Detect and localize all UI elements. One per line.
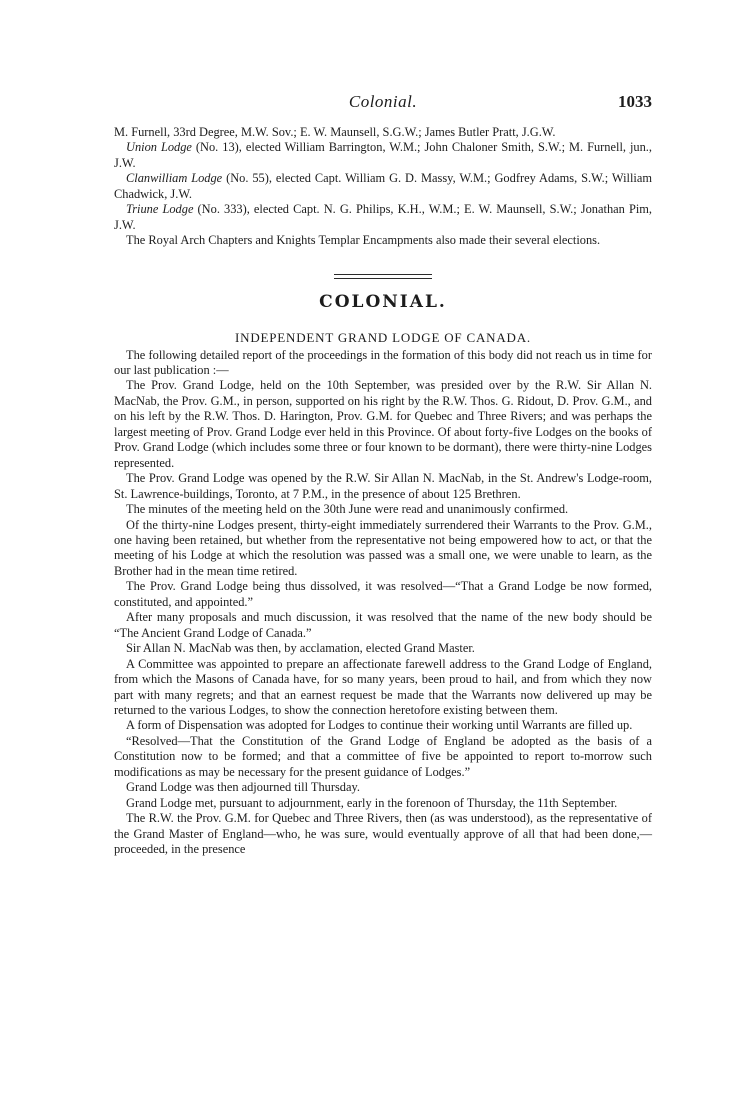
body-paragraph: Grand Lodge met, pursuant to adjournment, early in the forenoon of Thursday, the 11th September. bbox=[126, 795, 618, 810]
divider-rule-top bbox=[334, 274, 432, 275]
intro-paragraph-5: The Royal Arch Chapters and Knights Templar Encampments also made their several elections. bbox=[126, 233, 601, 248]
body-paragraph: The Prov. Grand Lodge was opened by the R.W. Sir Allan N. MacNab, in the St. Andrew's Lodge-room, St. Lawrence-buildings, Toronto, at 7 P.M., in the presence of about 125 Brethren. bbox=[114, 471, 652, 501]
section-subtitle: INDEPENDENT GRAND LODGE OF CANADA. bbox=[235, 330, 531, 346]
intro-paragraph-3-text: (No. 55), elected Capt. William G. D. Massy, W.M.; Godfrey Adams, S.W.; William Chadwick, J.W. bbox=[114, 171, 652, 201]
body-paragraph: After many proposals and much discussion, it was resolved that the name of the new body should be “The Ancient Grand Lodge of Canada.” bbox=[114, 610, 652, 640]
article-body bbox=[114, 125, 652, 857]
intro-paragraph-2-text: (No. 13), elected William Barrington, W.M.; John Chaloner Smith, S.W.; M. Furnell, jun., J.W. bbox=[114, 140, 652, 170]
intro-paragraph-4-text: (No. 333), elected Capt. N. G. Philips, K.H., W.M.; E. W. Maunsell, S.W.; Jonathan Pim, J.W. bbox=[114, 202, 653, 232]
divider-rule-bottom bbox=[334, 278, 432, 279]
section-divider bbox=[334, 274, 432, 279]
lodge-name-triune: Triune Lodge bbox=[126, 202, 194, 217]
intro-paragraph-2 bbox=[114, 140, 652, 171]
intro-paragraph-1: M. Furnell, 33rd Degree, M.W. Sov.; E. W. Maunsell, S.G.W.; James Butler Pratt, J.G.W. bbox=[114, 125, 556, 139]
intro-paragraph-3 bbox=[114, 171, 652, 202]
body-paragraph: A form of Dispensation was adopted for Lodges to continue their working until Warrants are filled up. bbox=[126, 718, 633, 733]
page-header bbox=[114, 92, 652, 116]
intro-paragraph-4 bbox=[114, 202, 652, 233]
page-number: 1033 bbox=[618, 92, 652, 111]
body-paragraph: The R.W. the Prov. G.M. for Quebec and Three Rivers, then (as was understood), as the representative of the Grand Master of England—who, he was sure, would eventually approve of all that had been done,—proceeded, in the presence bbox=[114, 811, 652, 857]
body-paragraph: Of the thirty-nine Lodges present, thirty-eight immediately surrendered their Warrants to the Prov. G.M., one having been retained, but whether from the representative not being empowered how to act, or that the meeting of his Lodge at which the resolution was passed was a small one, we were unable to learn, as the Brother had in the mean time retired. bbox=[114, 517, 652, 578]
body-paragraph: Sir Allan N. MacNab was then, by acclamation, elected Grand Master. bbox=[126, 641, 475, 656]
lodge-name-union: Union Lodge bbox=[126, 140, 192, 155]
body-paragraph: Grand Lodge was then adjourned till Thursday. bbox=[126, 780, 360, 795]
body-paragraph: The minutes of the meeting held on the 30th June were read and unanimously confirmed. bbox=[126, 502, 569, 517]
body-paragraph: The Prov. Grand Lodge, held on the 10th September, was presided over by the R.W. Sir Allan N. MacNab, the Prov. G.M., in person, supported on his right by the R.W. Thos. G. Ridout, D. Prov. G.M., and on his left by the R.W. Thos. D. Harington, Prov. G.M. for Quebec and Three Rivers; and was perhaps the largest meeting of Prov. Grand Lodge ever held in this Province. Of about forty-five Lodges on the books of Prov. Grand Lodge (which includes some three or four known to be dormant), there were thirty-nine Lodges represented. bbox=[114, 378, 652, 470]
section-title: COLONIAL. bbox=[319, 291, 447, 312]
running-title: Colonial. bbox=[348, 92, 418, 111]
body-paragraph: The following detailed report of the proceedings in the formation of this body did not reach us in time for our last publication :— bbox=[114, 347, 652, 377]
lodge-name-clanwilliam: Clanwilliam Lodge bbox=[126, 171, 223, 186]
body-paragraph: The Prov. Grand Lodge being thus dissolved, it was resolved—“That a Grand Lodge be now formed, constituted, and appointed.” bbox=[114, 579, 652, 609]
body-paragraph: A Committee was appointed to prepare an affectionate farewell address to the Grand Lodge of England, from which the Masons of Canada have, for so many years, been proud to hail, and from which they now part with many regrets; and that an earnest request be made that the Warrants now delivered up may be returned to the various Lodges, to show the connection heretofore existing between them. bbox=[114, 656, 652, 717]
body-paragraph: “Resolved—That the Constitution of the Grand Lodge of England be adopted as the basis of a Constitution now to be formed; and that a committee of five be appointed to report to-morrow such modifications as may be necessary for the present guidance of Lodges.” bbox=[114, 733, 652, 779]
